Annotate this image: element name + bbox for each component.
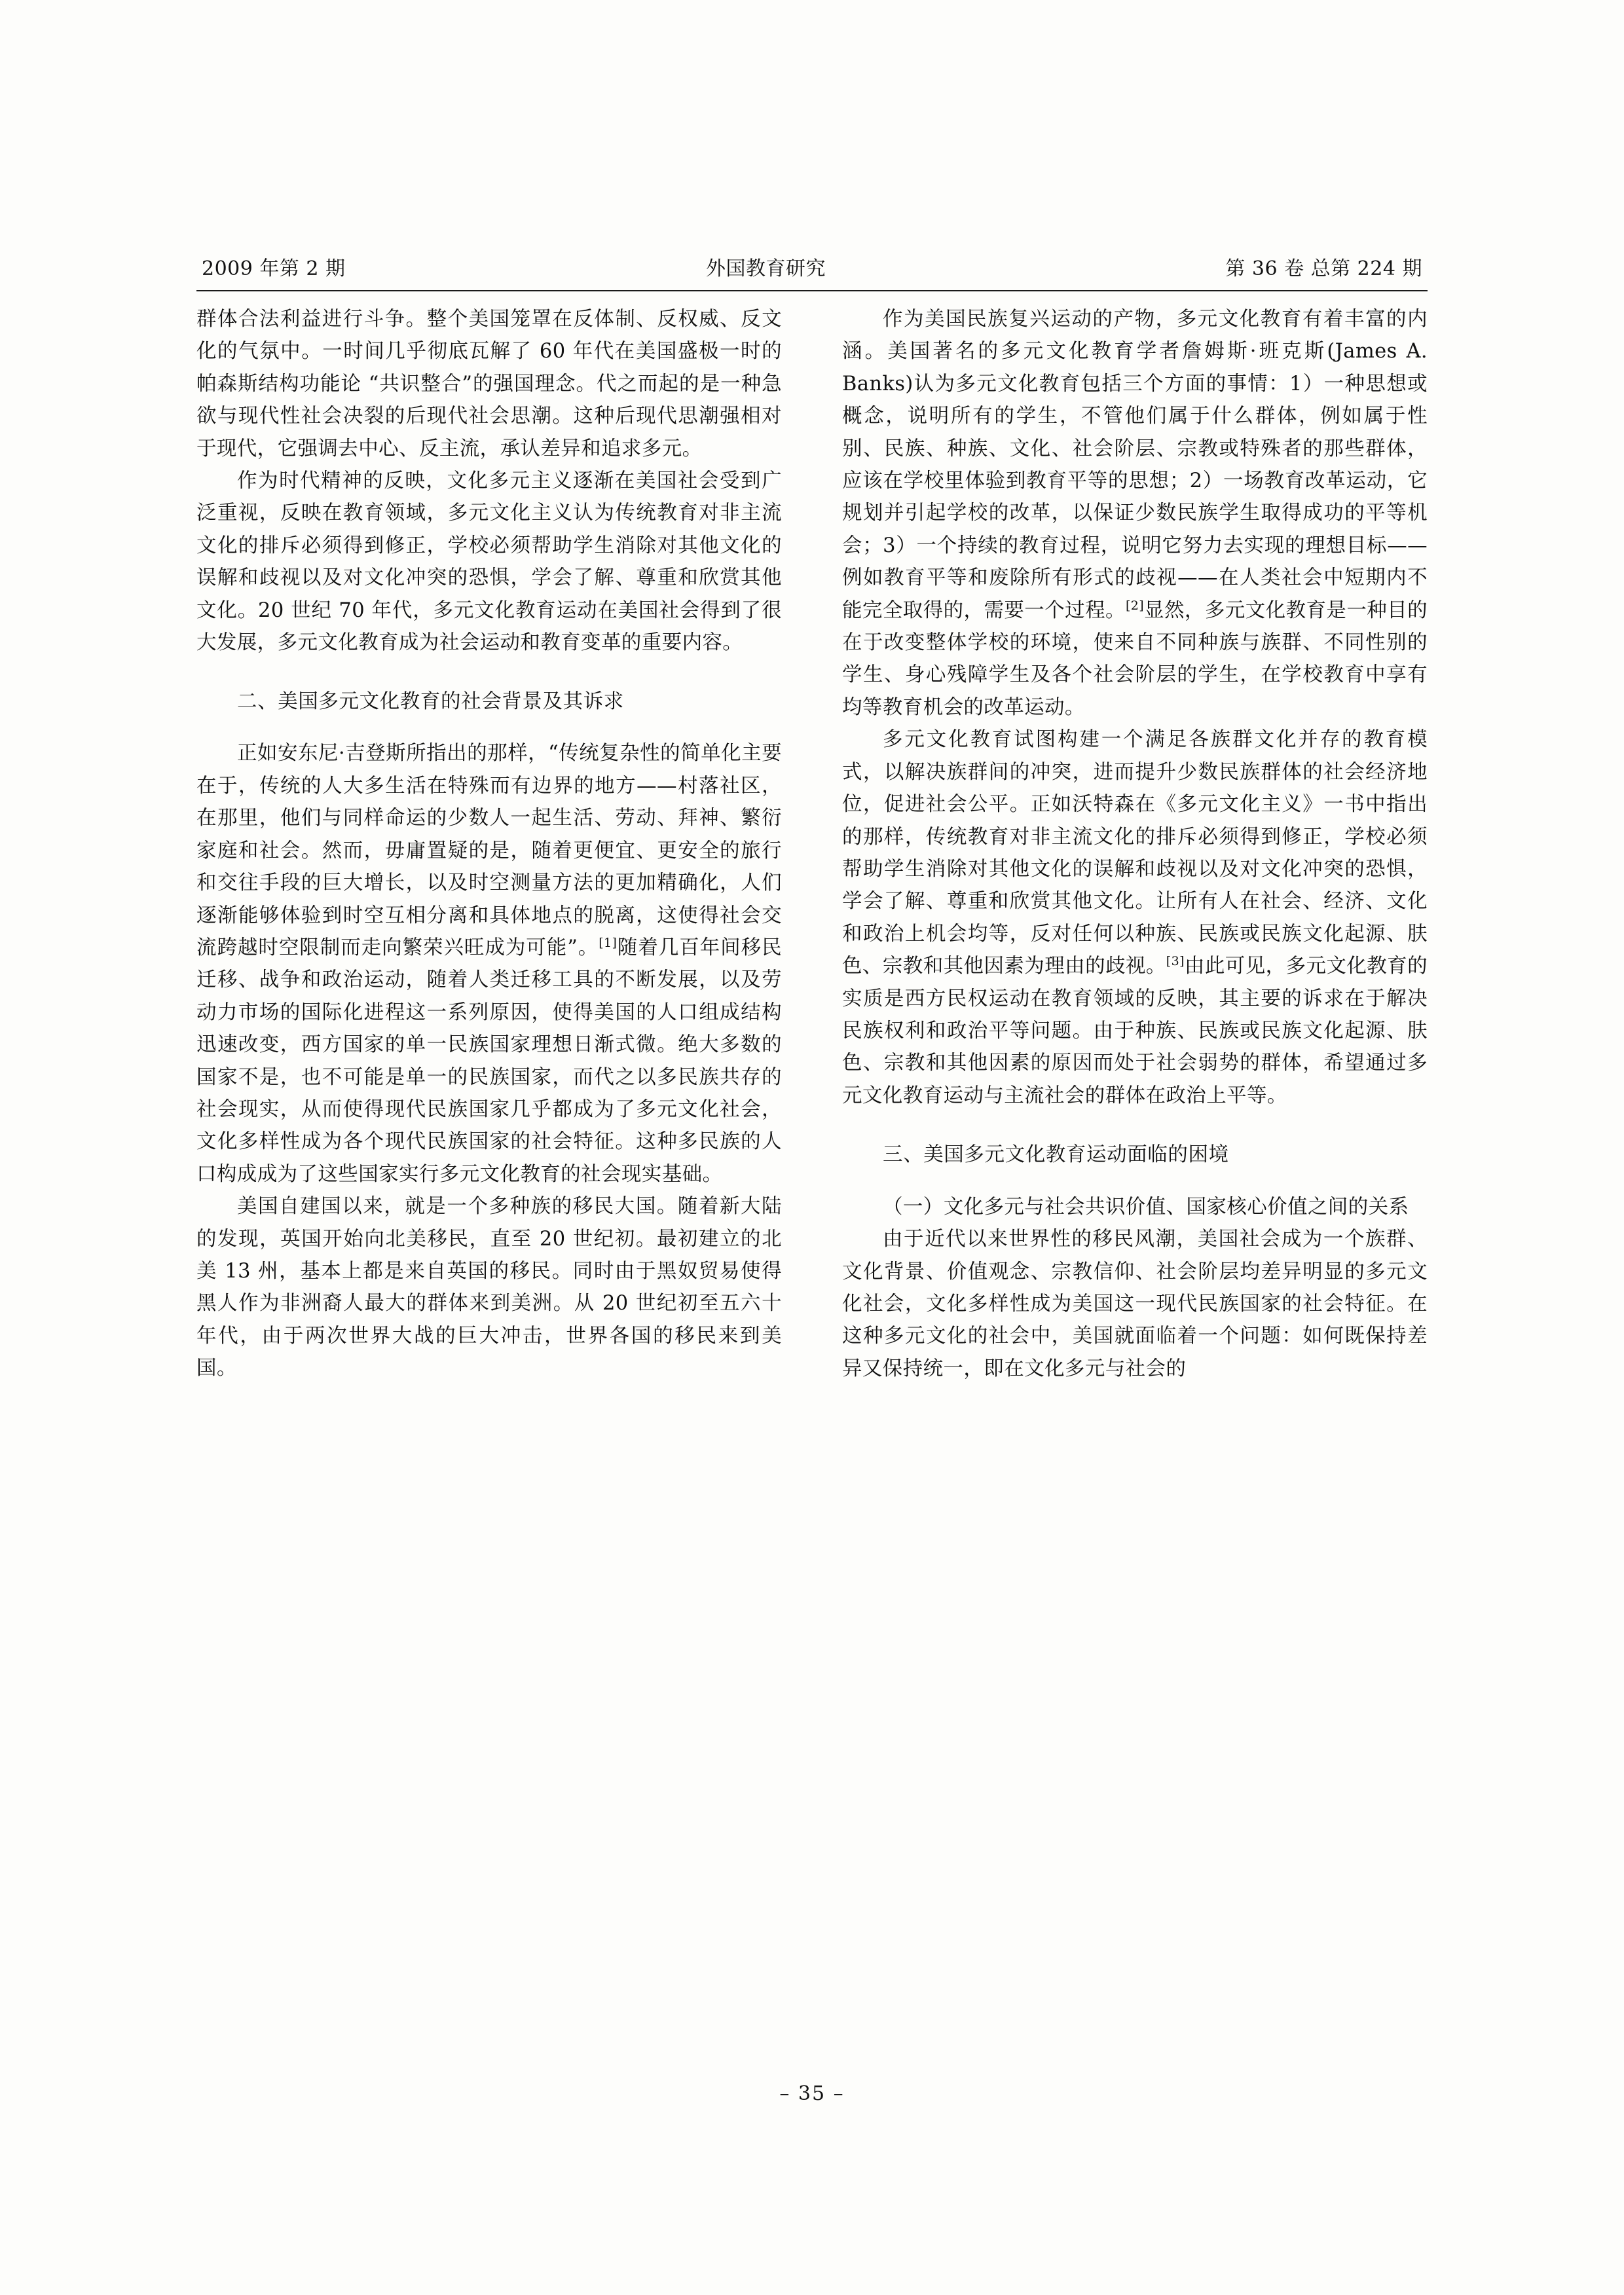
header-issue-left: 2009 年第 2 期: [202, 257, 346, 280]
paragraph: 群体合法利益进行斗争。整个美国笼罩在反体制、反权威、反文化的气氛中。一时间几乎彻底瓦解了 60 年代在美国盛极一时的帕森斯结构功能论 “共识整合”的强国理念。代之而起的是一种急欲与现代性社会决裂的后现代社会思潮。这种后现代思潮强相对于现代，它强调去中心、反主流，承认差异和追求多元。: [196, 308, 782, 460]
subsection-heading: （一）文化多元与社会共识价值、国家核心价值之间的关系: [883, 1196, 1409, 1219]
two-column-body: [196, 303, 1428, 1385]
paragraph-text: 正如安东尼·吉登斯所指出的那样，“传统复杂性的简单化主要在于，传统的人大多生活在特殊而有边界的地方——村落社区，在那里，他们与同样命运的少数人一起生活、劳动、拜神、繁衍家庭和社会。然而，毋庸置疑的是，随着更便宜、更安全的旅行和交往手段的巨大增长，以及时空测量方法的更加精确化，人们逐渐能够体验到时空互相分离和具体地点的脱离，这使得社会交流跨越时空限制而走向繁荣兴旺成为可能”。: [196, 742, 782, 959]
right-column: [842, 303, 1428, 1385]
left-column: [196, 303, 782, 1385]
header-journal-title: 外国教育研究: [705, 257, 826, 280]
paragraph: 美国自建国以来，就是一个多种族的移民大国。随着新大陆的发现，英国开始向北美移民，直至 20 世纪初。最初建立的北美 13 州，基本上都是来自英国的移民。同时由于黑奴贸易使得黑人作为非洲裔人最大的群体来到美洲。从 20 世纪初至五六十年代，由于两次世界大战的巨大冲击，世界各国的移民来到美国。: [196, 1195, 782, 1380]
header-volume-right: 第 36 卷 总第 224 期: [1225, 257, 1422, 280]
footnote-marker: [2]: [1125, 598, 1145, 613]
paragraph-text-continued: 由此可见，多元文化教育的实质是西方民权运动在教育领域的反映，其主要的诉求在于解决民族权利和政治平等问题。由于种族、民族或民族文化起源、肤色、宗教和其他因素的原因而处于社会弱势的群体，希望通过多元文化教育运动与主流社会的群体在政治上平等。: [842, 955, 1428, 1107]
header-rule: [196, 290, 1428, 291]
paragraph: [196, 737, 782, 1190]
paragraph: 由于近代以来世界性的移民风潮，美国社会成为一个族群、文化背景、价值观念、宗教信仰、社会阶层均差异明显的多元文化社会，文化多样性成为美国这一现代民族国家的社会特征。在这种多元文化的社会中，美国就面临着一个问题：如何既保持差异又保持统一，即在文化多元与社会的: [842, 1228, 1428, 1380]
section-heading: 二、美国多元文化教育的社会背景及其诉求: [237, 690, 624, 714]
paragraph-text-continued: 随着几百年间移民迁移、战争和政治运动，随着人类迁移工具的不断发展，以及劳动力市场的国际化进程这一系列原因，使得美国的人口组成结构迅速改变，西方国家的单一民族国家理想日渐式微。绝大多数的国家不是，也不可能是单一的民族国家，而代之以多民族共存的社会现实，从而使得现代民族国家几乎都成为了多元文化社会，文化多样性成为各个现代民族国家的社会特征。这种多民族的人口构成成为了这些国家实行多元文化教育的社会现实基础。: [196, 936, 782, 1186]
running-header: [196, 252, 1428, 290]
footnote-marker: [1]: [599, 935, 618, 950]
page-content: [196, 252, 1428, 1385]
paragraph-text: 作为美国民族复兴运动的产物，多元文化教育有着丰富的内涵。美国著名的多元文化教育学者詹姆斯·班克斯(James A. Banks)认为多元文化教育包括三个方面的事情：1）一种思想或概念，说明所有的学生，不管他们属于什么群体，例如属于性别、民族、种族、文化、社会阶层、宗教或特殊者的那些群体，应该在学校里体验到教育平等的思想；2）一场教育改革运动，它规划并引起学校的改革，以保证少数民族学生取得成功的平等机会；3）一个持续的教育过程，说明它努力去实现的理想目标——例如教育平等和废除所有形式的歧视——在人类社会中短期内不能完全取得的，需要一个过程。: [842, 308, 1428, 622]
paragraph-text-continued: 显然，多元文化教育是一种目的在于改变整体学校的环境，使来自不同种族与族群、不同性别的学生、身心残障学生及各个社会阶层的学生，在学校教育中享有均等教育机会的改革运动。: [842, 598, 1428, 719]
page-number: – 35 –: [779, 2082, 845, 2105]
paragraph: 作为时代精神的反映，文化多元主义逐渐在美国社会受到广泛重视，反映在教育领域，多元文化主义认为传统教育对非主流文化的排斥必须得到修正，学校必须帮助学生消除对其他文化的误解和歧视以及对文化冲突的恐惧，学会了解、尊重和欣赏其他文化。20 世纪 70 年代，多元文化教育运动在美国社会得到了很大发展，多元文化教育成为社会运动和教育变革的重要内容。: [196, 469, 782, 655]
section-heading: 三、美国多元文化教育运动面临的困境: [883, 1143, 1229, 1167]
paragraph: [842, 303, 1428, 724]
paragraph-text: 多元文化教育试图构建一个满足各族群文化并存的教育模式，以解决族群间的冲突，进而提升少数民族群体的社会经济地位，促进社会公平。正如沃特森在《多元文化主义》一书中指出的那样，传统教育对非主流文化的排斥必须得到修正，学校必须帮助学生消除对其他文化的误解和歧视以及对文化冲突的恐惧，学会了解、尊重和欣赏其他文化。让所有人在社会、经济、文化和政治上机会均等，反对任何以种族、民族或民族文化起源、肤色、宗教和其他因素为理由的歧视。: [842, 728, 1428, 978]
footnote-marker: [3]: [1166, 953, 1185, 968]
paragraph: [842, 724, 1428, 1112]
